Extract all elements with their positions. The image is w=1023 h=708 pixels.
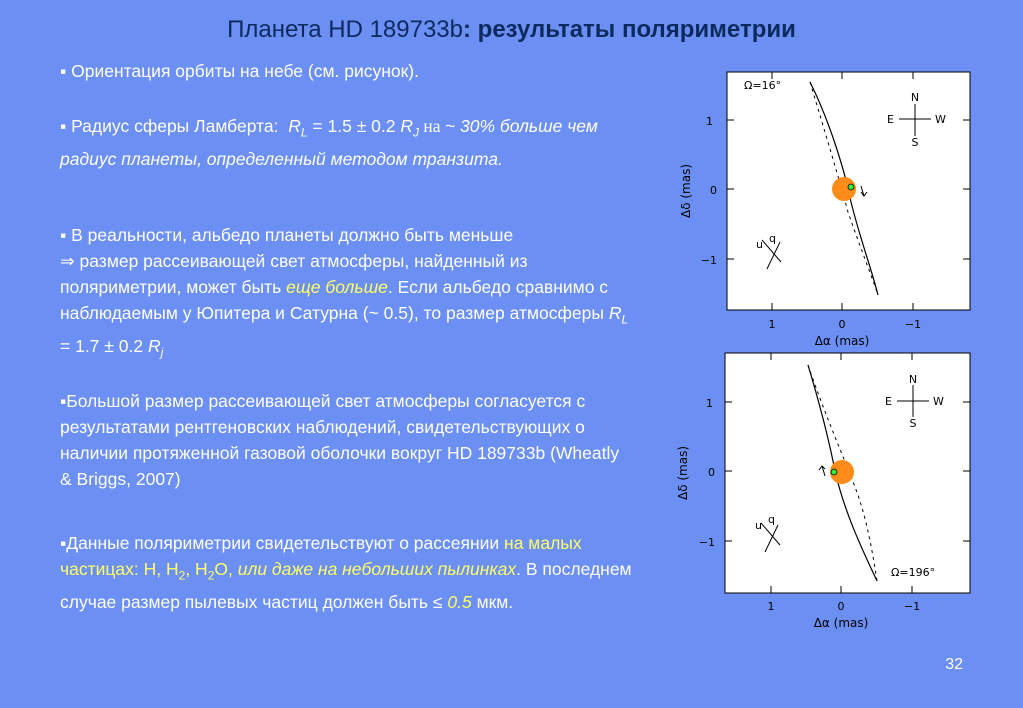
y-tick-label: 0 — [708, 466, 715, 479]
highlight-text: , H — [185, 559, 208, 579]
x-axis-label: Δα (mas) — [814, 334, 870, 348]
bullet-marker: ▪ — [60, 533, 67, 553]
y-tick-label: −1 — [700, 254, 717, 267]
compass-e: E — [887, 113, 894, 126]
symbol-r: R — [608, 303, 622, 323]
compass-s: S — [911, 136, 919, 149]
highlight-text: на малых частицах: H, H — [60, 533, 582, 579]
symbol-r: R — [147, 335, 161, 356]
compass-e: E — [885, 395, 892, 408]
slide-title — [0, 16, 1023, 44]
bullet-text: Данные поляриметрии свидетельствуют о рассеянии — [66, 533, 505, 553]
value-text: = 1.7 ± 0.2 — [60, 335, 148, 356]
compass-n: N — [908, 373, 918, 386]
y-axis-label: Δδ (mas) — [679, 163, 693, 219]
bullet-text: Радиус сферы Ламберта: — [71, 116, 279, 136]
bullet-xray — [60, 388, 635, 492]
word-na: на — [419, 116, 445, 136]
omega-label: Ω=196° — [891, 566, 936, 579]
symbol-sub-j: J — [413, 125, 419, 140]
highlight-text: еще больше — [286, 277, 388, 297]
bullet-marker: ▪ — [60, 116, 67, 136]
title-plain: Планета HD 189733b — [227, 16, 464, 43]
compass-w: W — [933, 395, 944, 408]
x-axis-label: Δα (mas) — [813, 616, 869, 630]
title-bold: : результаты поляриметрии — [463, 16, 796, 43]
subscript: 2 — [178, 568, 186, 583]
subscript: 2 — [207, 568, 215, 583]
implies-arrow: ⇒ — [60, 251, 75, 271]
label-u: u — [755, 519, 762, 532]
planet-marker — [848, 184, 854, 190]
value-text: 0.5 — [447, 591, 472, 612]
y-tick-label: 0 — [710, 184, 717, 197]
compass-w: W — [935, 113, 946, 126]
compass-s: S — [909, 417, 917, 430]
bullet-lambert-radius — [60, 113, 635, 172]
bullet-text: . В последнем случае размер пылевых частиц должен быть ≤ — [60, 559, 632, 612]
bullet-marker: ▪ — [60, 391, 67, 411]
y-tick-label: 1 — [706, 397, 713, 410]
bullet-text: В реальности, альбедо планеты должно быть меньше — [71, 225, 514, 245]
compass-n: N — [910, 91, 920, 104]
x-tick-label: 0 — [837, 600, 845, 613]
unit-text: мкм. — [471, 591, 514, 612]
symbol-r: R — [288, 116, 301, 136]
orbit-plot-bottom — [665, 345, 975, 635]
symbol-r: R — [400, 116, 413, 136]
bullet-text: размер рассеивающей свет атмосферы, найденный из поляриметрии, может быть — [60, 251, 528, 297]
bullet-particles — [60, 530, 635, 615]
bullet-orbit — [60, 58, 635, 84]
page-number: 32 — [945, 656, 963, 673]
x-tick-label: −1 — [903, 600, 921, 613]
planet-marker — [831, 469, 837, 475]
y-axis-label: Δδ (mas) — [676, 445, 690, 501]
orbit-plot-top — [665, 62, 975, 352]
y-tick-label: −1 — [698, 536, 715, 549]
highlight-text: или даже на небольших пылинках — [237, 559, 517, 579]
bullet-text-rest: ~ 30% больше чем радиус планеты, определенный методом транзита. — [60, 116, 598, 169]
bullet-text: . Если альбедо сравнимо с наблюдаемым у Юпитера и Сатурна (~ 0.5), то размер атмосферы — [60, 277, 609, 323]
label-q: q — [768, 513, 775, 526]
highlight-text: O, — [214, 559, 238, 579]
bullet-albedo — [60, 222, 635, 365]
label-u: u — [756, 238, 763, 251]
bullet-marker: ▪ — [60, 225, 67, 245]
symbol-sub-j: j — [160, 345, 164, 359]
y-tick-label: 1 — [706, 115, 713, 128]
bullet-text: Ориентация орбиты на небе (см. рисунок). — [71, 61, 419, 81]
x-tick-label: 0 — [838, 318, 846, 331]
bullet-text: Большой размер рассеивающей свет атмосферы согласуется с результатами рентгеновских наблюдений, свидетельствующих о наличии протяженной газовой оболочки вокруг HD 189733b (Wheatly & Briggs, 2007) — [60, 391, 620, 489]
x-tick-label: −1 — [904, 318, 922, 331]
symbol-sub-l: L — [621, 312, 629, 327]
symbol-sub-l: L — [300, 125, 308, 140]
x-tick-label: 1 — [767, 600, 775, 613]
bullet-marker: ▪ — [60, 61, 67, 81]
value-text: = 1.5 ± 0.2 — [307, 116, 401, 136]
omega-label: Ω=16° — [744, 79, 782, 92]
label-q: q — [769, 232, 776, 245]
x-tick-label: 1 — [768, 318, 776, 331]
